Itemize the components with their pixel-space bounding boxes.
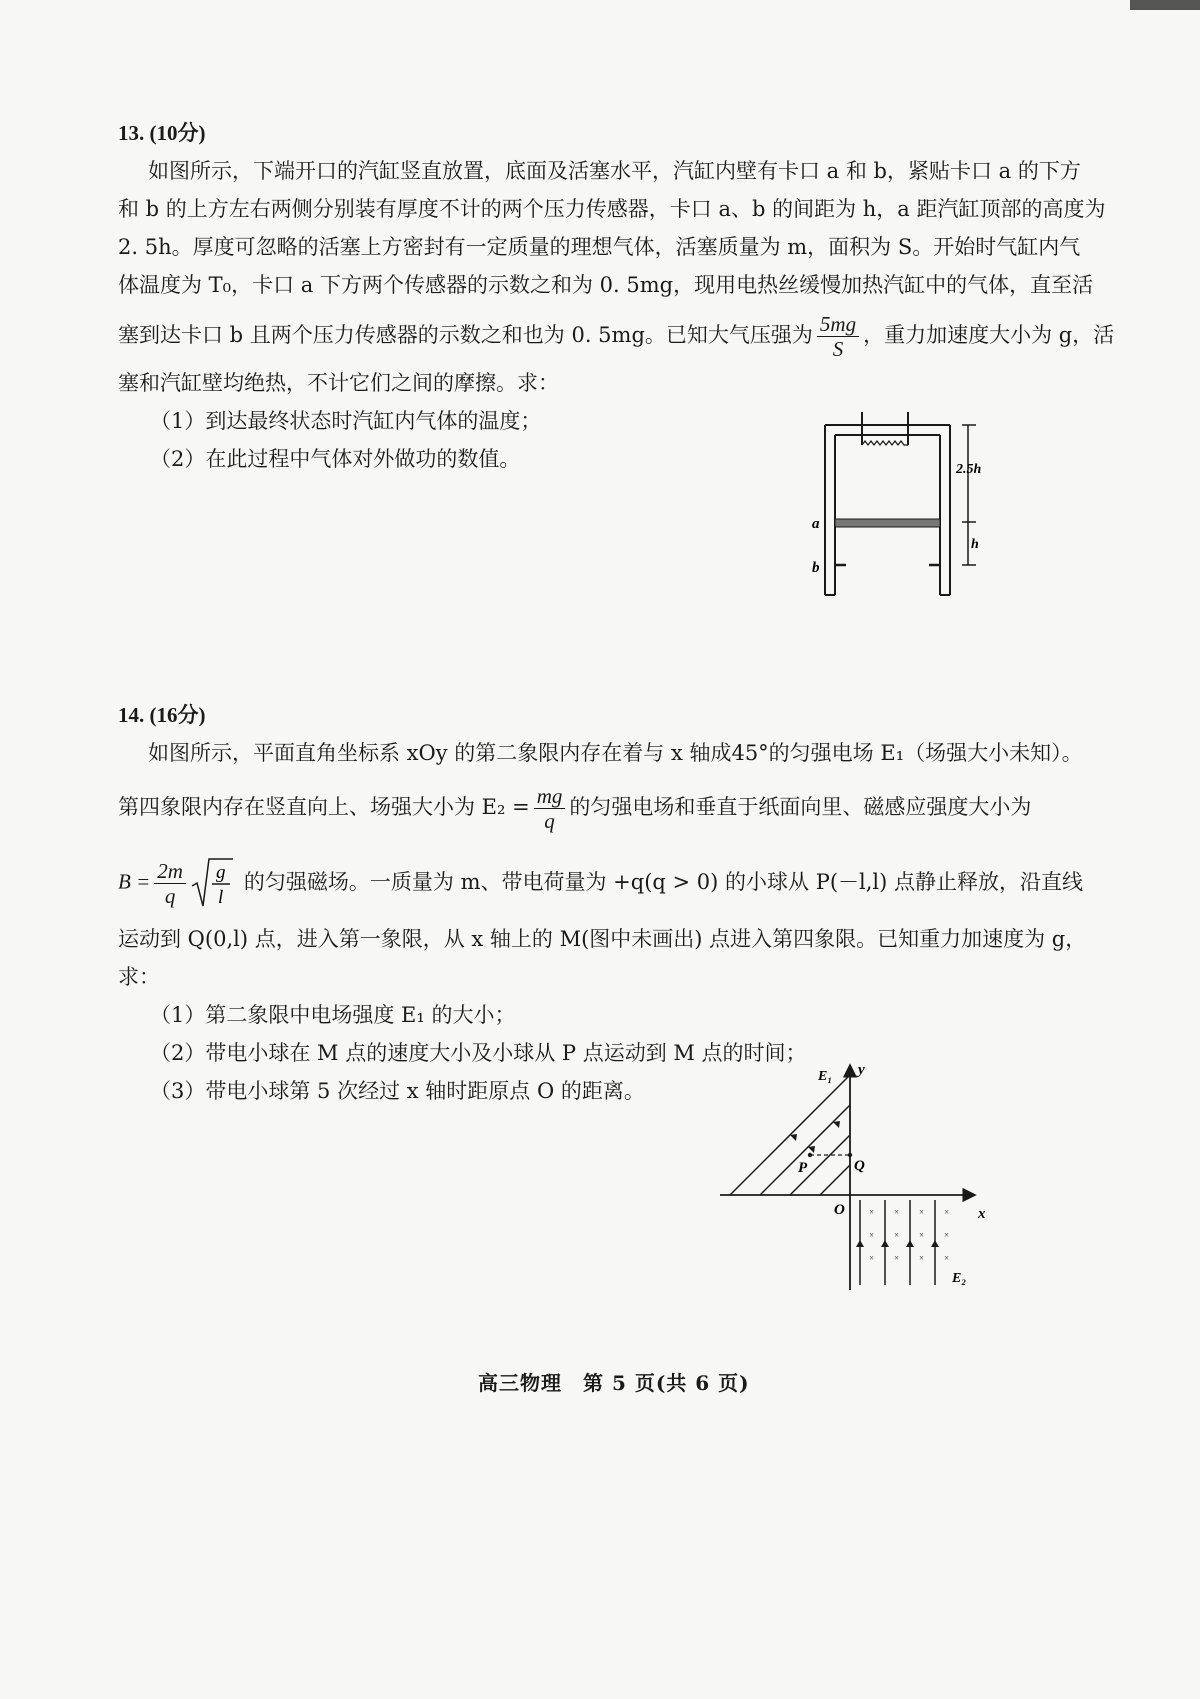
b-cross: × xyxy=(869,1230,875,1240)
q13-text-line-4: 体温度为 T₀，卡口 a 下方两个传感器的示数之和为 0. 5mg，现用电热丝缓慢加热汽缸中的气体，直至活 xyxy=(118,273,1094,297)
b-cross: × xyxy=(894,1253,900,1263)
b-lhs: B = xyxy=(118,869,151,894)
q13-subquestion-2: （2）在此过程中气体对外做功的数值。 xyxy=(150,447,521,471)
pressure-numerator: 5mg xyxy=(817,312,859,337)
q14-line-2-start: 第四象限内存在竖直向上、场强大小为 E₂ = xyxy=(118,795,530,819)
q14-text-line-1: 如图所示，平面直角坐标系 xOy 的第二象限内存在着与 x 轴成45°的匀强电场 E₁（场强大小未知）。 xyxy=(148,741,1083,765)
q13-text-line-3: 2. 5h。厚度可忽略的活塞上方密封有一定质量的理想气体，活塞质量为 m，面积为 S。开始时气缸内气 xyxy=(118,235,1081,259)
pressure-denominator: S xyxy=(832,337,844,361)
q14-line-2-end: 的匀强电场和垂直于纸面向里、磁感应强度大小为 xyxy=(569,795,1032,819)
q14-line-3-end: 的匀强磁场。一质量为 m、带电荷量为 +q(q > 0) 的小球从 P(－l,l) 点静止释放，沿直线 xyxy=(243,869,1084,894)
sqrt-sign xyxy=(190,856,234,910)
field-diagram xyxy=(720,1060,990,1295)
q14-subquestion-3: （3）带电小球第 5 次经过 x 轴时距原点 O 的距离。 xyxy=(150,1079,645,1103)
q13-heading: 13. (10分) xyxy=(118,121,206,145)
q14-text-line-2 xyxy=(118,784,1031,833)
q14-text-line-3 xyxy=(118,856,1083,910)
b-denominator: q xyxy=(164,883,176,908)
point-p xyxy=(808,1153,812,1157)
b-fraction xyxy=(154,859,186,908)
magnetic-field-marks xyxy=(869,1207,949,1263)
e2-fraction xyxy=(534,784,566,833)
b-cross: × xyxy=(869,1207,875,1217)
sqrt-denominator: l xyxy=(217,887,224,908)
q14-subquestion-2: （2）带电小球在 M 点的速度大小及小球从 P 点运动到 M 点的时间； xyxy=(150,1041,807,1065)
q13-subquestion-1: （1）到达最终状态时汽缸内气体的温度； xyxy=(150,409,542,433)
piston xyxy=(835,519,940,527)
q14-text-line-5: 求： xyxy=(118,965,160,989)
q13-text-line-1: 如图所示，下端开口的汽缸竖直放置，底面及活塞水平，汽缸内壁有卡口 a 和 b，紧贴卡口 a 的下方 xyxy=(148,159,1081,183)
b-cross: × xyxy=(944,1207,950,1217)
q13-text-line-5 xyxy=(118,312,1114,361)
q13-text-line-6: 塞和汽缸壁均绝热，不计它们之间的摩擦。求： xyxy=(118,371,559,395)
page-footer: 高三物理 第 5 页(共 6 页) xyxy=(478,1371,750,1395)
sqrt-numerator: g xyxy=(215,862,226,883)
y-axis-label: y xyxy=(858,1062,865,1078)
q13-line-5-start: 塞到达卡口 b 且两个压力传感器的示数之和也为 0. 5mg。已知大气压强为 xyxy=(118,323,813,347)
origin-label: O xyxy=(834,1202,845,1218)
scan-edge-mark xyxy=(1130,0,1200,10)
q-label: Q xyxy=(854,1158,865,1174)
x-axis-label: x xyxy=(978,1206,986,1222)
b-cross: × xyxy=(944,1230,950,1240)
b-cross: × xyxy=(894,1230,900,1240)
b-numerator: 2m xyxy=(154,859,186,884)
e2-numerator: mg xyxy=(534,784,566,809)
p-label: P xyxy=(798,1160,808,1176)
b-cross: × xyxy=(919,1207,925,1217)
b-cross: × xyxy=(894,1207,900,1217)
q13-text-line-2: 和 b 的上方左右两侧分别装有厚度不计的两个压力传感器，卡口 a、b 的间距为 h，a 距汽缸顶部的高度为 xyxy=(118,197,1106,221)
b-cross: × xyxy=(944,1253,950,1263)
dim-label-2-5h: 2.5h xyxy=(956,462,982,477)
e2-label: E₂ xyxy=(952,1271,967,1286)
pressure-fraction xyxy=(817,312,859,361)
b-cross: × xyxy=(919,1230,925,1240)
q13-line-5-end: ，重力加速度大小为 g，活 xyxy=(863,323,1115,347)
cylinder-diagram xyxy=(790,400,1000,610)
dim-label-h: h xyxy=(971,537,979,552)
q14-heading: 14. (16分) xyxy=(118,703,206,727)
sqrt-g-over-l xyxy=(190,856,234,910)
e2-denominator: q xyxy=(544,809,555,833)
q14-text-line-4: 运动到 Q(0,l) 点，进入第一象限，从 x 轴上的 M(图中未画出) 点进入第四象限。已知重力加速度为 g， xyxy=(118,927,1087,951)
b-cross: × xyxy=(869,1253,875,1263)
e1-label: E₁ xyxy=(818,1069,833,1084)
stopper-a-label: a xyxy=(812,516,820,532)
point-q xyxy=(848,1153,852,1157)
b-cross: × xyxy=(919,1253,925,1263)
q14-subquestion-1: （1）第二象限中电场强度 E₁ 的大小； xyxy=(150,1003,516,1027)
stopper-b-label: b xyxy=(812,560,820,576)
